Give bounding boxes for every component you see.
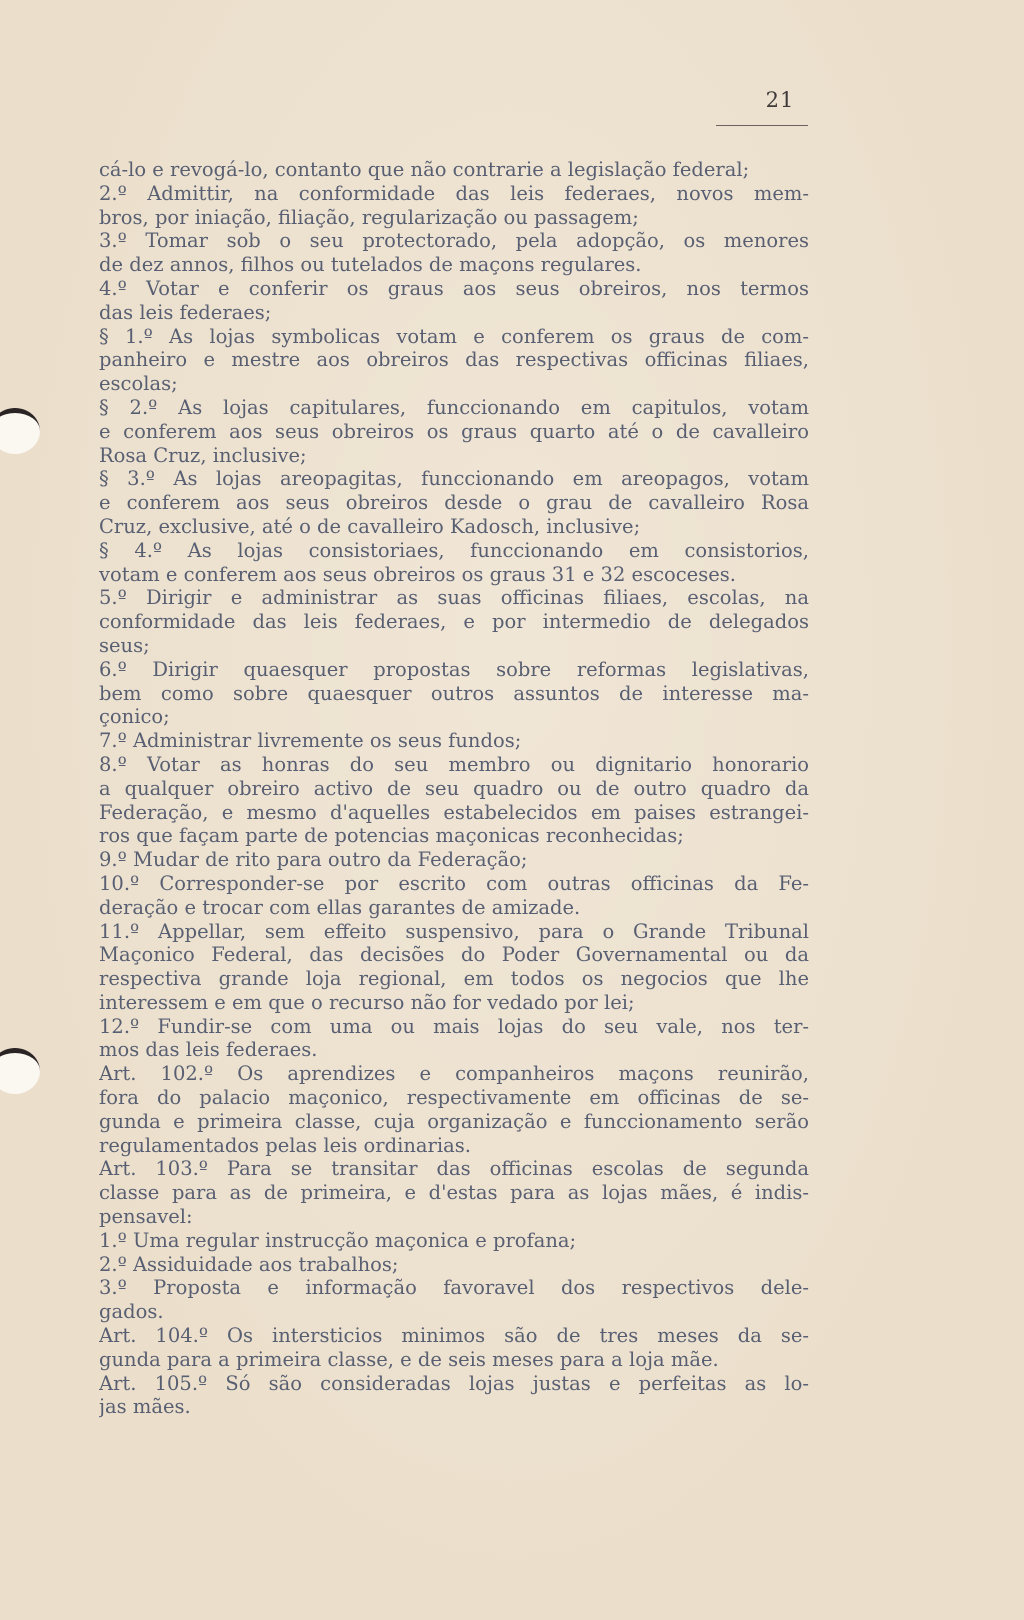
text-line: das leis federaes; — [99, 300, 272, 324]
text-line: votam e conferem aos seus obreiros os graus 31 e 32 escoceses. — [99, 562, 736, 586]
text-line: deração e trocar com ellas garantes de amizade. — [99, 895, 581, 919]
text-line: 7.º Administrar livremente os seus fundos; — [99, 729, 522, 753]
text-line: 6.º Dirigir quaesquer propostas sobre reformas legislativas, — [99, 657, 809, 681]
text-line: 8.º Votar as honras do seu membro ou dignitario honorario — [99, 752, 809, 776]
spine-mark — [0, 776, 26, 784]
text-line: a qualquer obreiro activo de seu quadro ou de outro quadro da — [99, 776, 809, 800]
text-line: conformidade das leis federaes, e por intermedio de delegados — [99, 610, 809, 634]
text-line: gunda e primeira classe, cuja organização e funccionamento serão — [99, 1109, 809, 1133]
text-line: 3.º Tomar sob o seu protectorado, pela adopção, os menores — [99, 229, 809, 253]
text-line: respectiva grande loja regional, em todos os negocios que lhe — [99, 967, 809, 991]
text-line: 12.º Fundir-se com uma ou mais lojas do seu vale, nos ter- — [99, 1014, 809, 1038]
text-line: gados. — [99, 1300, 164, 1324]
text-line: 11.º Appellar, sem effeito suspensivo, para o Grande Tribunal — [99, 919, 809, 943]
binding-hole — [0, 1048, 40, 1094]
text-line: ros que façam parte de potencias maçonicas reconhecidas; — [99, 824, 684, 848]
text-line: bros, por iniação, filiação, regularização ou passagem; — [99, 205, 639, 229]
text-line: Maçonico Federal, das decisões do Poder Governamental ou da — [99, 943, 809, 967]
text-line: § 1.º As lojas symbolicas votam e conferem os graus de com- — [99, 324, 809, 348]
text-line: e conferem aos seus obreiros os graus quarto até o de cavalleiro — [99, 419, 809, 443]
text-line: § 4.º As lojas consistoriaes, funccionando em consistorios, — [99, 538, 809, 562]
text-line: escolas; — [99, 372, 178, 396]
text-line: Rosa Cruz, inclusive; — [99, 443, 307, 467]
text-line: 4.º Votar e conferir os graus aos seus obreiros, nos termos — [99, 276, 809, 300]
text-line: pensavel: — [99, 1205, 193, 1229]
text-line: e conferem aos seus obreiros desde o grau de cavalleiro Rosa — [99, 491, 809, 515]
text-line: çonico; — [99, 705, 170, 729]
text-line: regulamentados pelas leis ordinarias. — [99, 1133, 471, 1157]
text-line: panheiro e mestre aos obreiros das respectivas officinas filiaes, — [99, 348, 809, 372]
text-line: 10.º Corresponder-se por escrito com outras officinas da Fe- — [99, 871, 809, 895]
text-line: gunda para a primeira classe, e de seis meses para a loja mãe. — [99, 1347, 719, 1371]
text-line: § 2.º As lojas capitulares, funccionando em capitulos, votam — [99, 395, 809, 419]
page-number-rule — [716, 125, 808, 126]
text-line: 2.º Assiduidade aos trabalhos; — [99, 1252, 399, 1276]
text-line: de dez annos, filhos ou tutelados de maçons regulares. — [99, 253, 642, 277]
body-text — [99, 158, 809, 1419]
text-line: 3.º Proposta e informação favoravel dos respectivos dele- — [99, 1276, 809, 1300]
text-line: Art. 105.º Só são consideradas lojas justas e perfeitas as lo- — [99, 1371, 809, 1395]
text-line: Cruz, exclusive, até o de cavalleiro Kadosch, inclusive; — [99, 514, 641, 538]
text-line: seus; — [99, 633, 150, 657]
text-line: interessem e em que o recurso não for vedado por lei; — [99, 990, 635, 1014]
page-number: 21 — [765, 88, 795, 112]
text-line: Art. 102.º Os aprendizes e companheiros maçons reunirão, — [99, 1062, 809, 1086]
text-line: 9.º Mudar de rito para outro da Federação; — [99, 848, 528, 872]
text-line: jas mães. — [99, 1395, 191, 1419]
text-line: Art. 104.º Os intersticios minimos são de tres meses da se- — [99, 1324, 809, 1348]
text-line: § 3.º As lojas areopagitas, funccionando em areopagos, votam — [99, 467, 809, 491]
text-line: bem como sobre quaesquer outros assuntos de interesse ma- — [99, 681, 809, 705]
text-line: mos das leis federaes. — [99, 1038, 318, 1062]
text-line: classe para as de primeira, e d'estas para as lojas mães, é indis- — [99, 1181, 809, 1205]
text-line: 5.º Dirigir e administrar as suas officinas filiaes, escolas, na — [99, 586, 809, 610]
text-line: Art. 103.º Para se transitar das officinas escolas de segunda — [99, 1157, 809, 1181]
text-line: 2.º Admittir, na conformidade das leis federaes, novos mem- — [99, 181, 809, 205]
binding-hole — [0, 408, 40, 454]
text-line: Federação, e mesmo d'aquelles estabelecidos em paises estrangei- — [99, 800, 809, 824]
text-line: fora do palacio maçonico, respectivamente em officinas de se- — [99, 1086, 809, 1110]
text-line: cá-lo e revogá-lo, contanto que não contrarie a legislação federal; — [99, 158, 750, 181]
text-line: 1.º Uma regular instrucção maçonica e profana; — [99, 1228, 577, 1252]
